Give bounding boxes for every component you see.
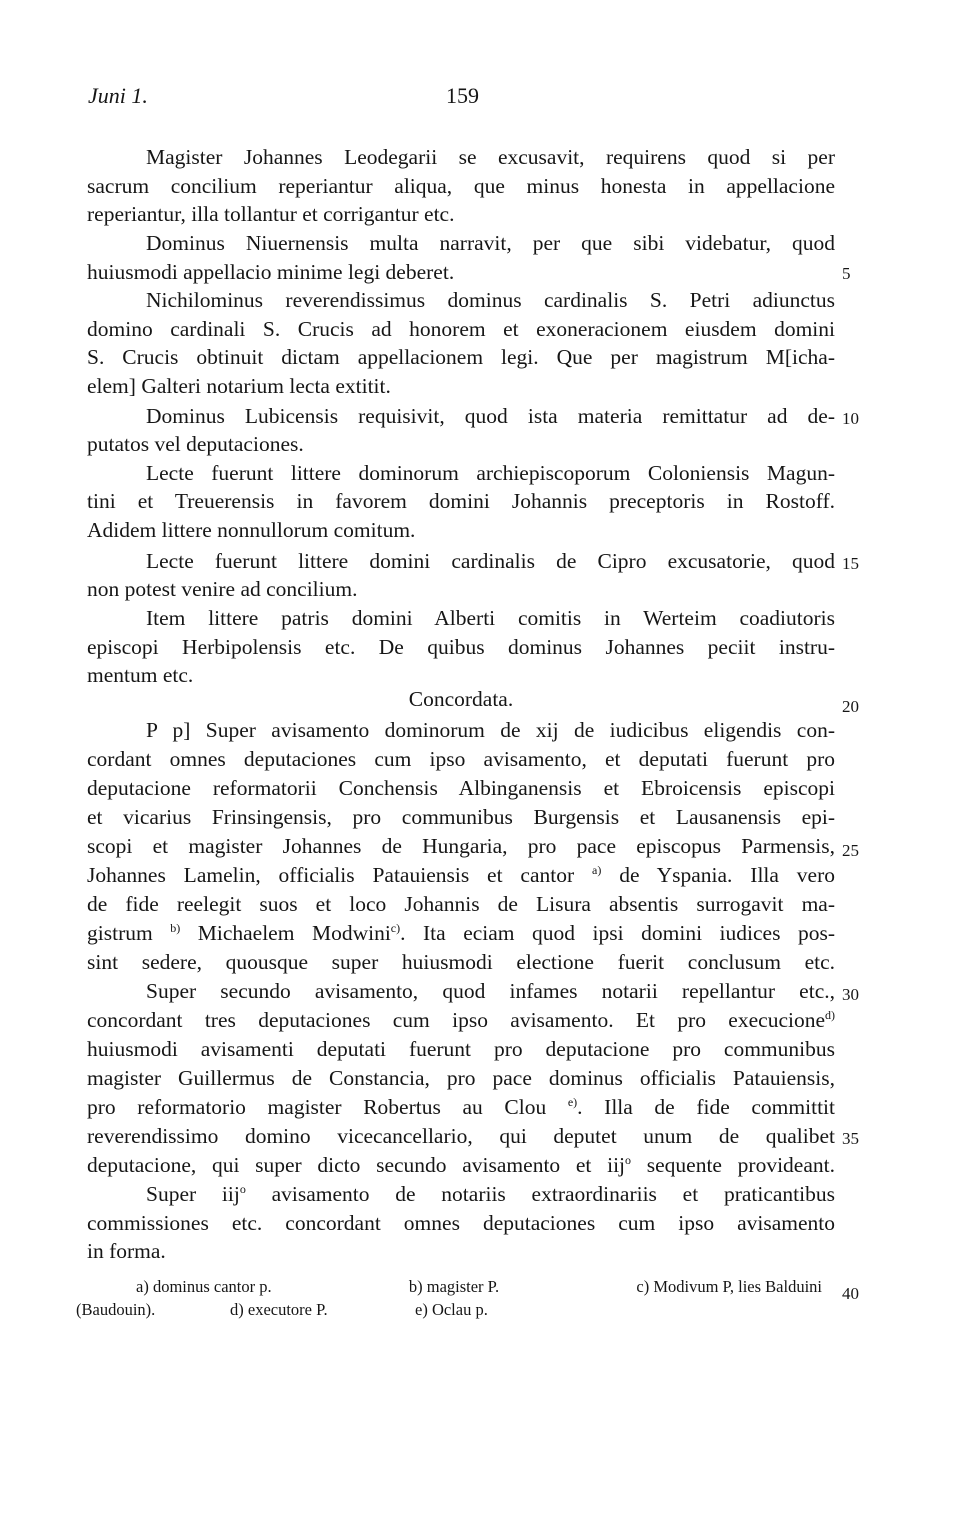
margin-line-number: 20 [842, 697, 859, 716]
text-line: concordant tres deputaciones cum ipso avisamento. Et pro execucione$^{d)}$ [87, 1007, 835, 1032]
margin-line-number: 35 [842, 1129, 859, 1148]
text-line: non potest venire ad concilium. [87, 577, 358, 601]
text-line: huiusmodi appellacio minime legi deberet. [87, 260, 455, 284]
footnote-ref: b) [170, 920, 181, 935]
text-line: deputacione, qui super dicto secundo avisamento et iij$^o$ sequente provideant. [87, 1152, 835, 1177]
text-line: sint sedere, quousque super huiusmodi electione fuerit conclusum etc. [87, 950, 835, 974]
margin-line-number: 30 [842, 985, 859, 1004]
text-line: domino cardinali S. Crucis ad honorem et exoneracionem eiusdem domini [87, 317, 835, 341]
footnote-ref: c) [390, 920, 401, 935]
running-head-date: Juni 1. [88, 83, 148, 108]
text-line: cordant omnes deputaciones cum ipso avisamento, et deputati fuerunt pro [87, 747, 835, 771]
footnote: a) dominus cantor p. [136, 1277, 272, 1296]
margin-line-number: 15 [842, 554, 859, 573]
text-line: in forma. [87, 1239, 166, 1263]
text-line: commissiones etc. concordant omnes deputaciones cum ipso avisamento [87, 1211, 835, 1235]
footnote: b) magister P. [408, 1277, 500, 1296]
text-line: Johannes Lamelin, officialis Patauiensis et cantor $^{a)}$ de Yspania. Illa vero [87, 862, 836, 887]
margin-line-number: 25 [842, 841, 859, 860]
text-line: reverendissimo domino vicecancellario, qui deputet unum de qualibet [87, 1124, 835, 1148]
text-line: Dominus Niuernensis multa narravit, per que sibi videbatur, quod [146, 231, 835, 255]
footnote-ref: e) [567, 1094, 578, 1109]
text-line: Item littere patris domini Alberti comitis in Werteim coadiutoris [146, 606, 835, 630]
text-line: Super secundo avisamento, quod infames notarii repellantur etc., [146, 979, 835, 1003]
text-line: deputacione reformatorii Conchensis Albinganensis et Ebroicensis episcopi [87, 776, 835, 800]
text-line: Nichilominus reverendissimus dominus cardinalis S. Petri adiunctus [146, 288, 835, 312]
text-line: Dominus Lubicensis requisivit, quod ista materia remittatur ad de- [146, 404, 835, 428]
section-heading: Concordata. [408, 687, 514, 711]
text-line: scopi et magister Johannes de Hungaria, pro pace episcopus Parmensis, [87, 834, 835, 858]
text-line: mentum etc. [87, 663, 194, 687]
text-line: Adidem littere nonnullorum comitum. [87, 518, 416, 542]
text-line: pro reformatorio magister Robertus au Clou $^{e)}$. Illa de fide committit [87, 1094, 835, 1119]
text-line: S. Crucis obtinuit dictam appellacionem legi. Que per magistrum M[icha- [87, 345, 835, 369]
footnote: d) executore P. [230, 1300, 328, 1319]
text-line: P p] Super avisamento dominorum de xij de iudicibus eligendis con- [146, 718, 835, 742]
footnote-ref: d) [825, 1007, 835, 1022]
footnote: c) Modivum P, lies Balduini [636, 1277, 822, 1296]
margin-line-number: 5 [842, 264, 851, 283]
text-line: sacrum concilium reperiantur aliqua, que minus honesta in appellacione [87, 174, 835, 198]
page-number: 159 [446, 83, 479, 108]
text-line: elem] Galteri notarium lecta extitit. [87, 374, 391, 398]
text-line: reperiantur, illa tollantur et corrigantur etc. [87, 202, 455, 226]
footnote: (Baudouin). [76, 1300, 156, 1319]
footnotes-row [136, 1276, 822, 1298]
text-line: episcopi Herbipolensis etc. De quibus dominus Johannes peciit instru- [87, 635, 835, 659]
margin-line-number: 10 [842, 409, 859, 428]
text-line: gistrum $^{b)}$ Michaelem Modwini$^{c)}$. Ita eciam quod ipsi domini iudices pos- [87, 920, 835, 945]
text-line: tini et Treuerensis in favorem domini Johannis preceptoris in Rostoff. [87, 489, 835, 513]
text-line: Magister Johannes Leodegarii se excusavit, requirens quod si per [146, 145, 835, 169]
text-line: Super iij$^o$ avisamento de notariis extraordinariis et praticantibus [146, 1181, 835, 1206]
text-line: et vicarius Frinsingensis, pro communibus Burgensis et Lausanensis epi- [87, 805, 835, 829]
margin-line-number: 40 [842, 1284, 859, 1303]
text-line: Lecte fuerunt littere domini cardinalis de Cipro excusatorie, quod [146, 549, 835, 573]
text-line: Lecte fuerunt littere dominorum archiepiscoporum Coloniensis Magun- [146, 461, 835, 485]
footnote: e) Oclau p. [415, 1300, 488, 1319]
text-line: putatos vel deputaciones. [87, 432, 304, 456]
text-line: magister Guillermus de Constancia, pro pace dominus officialis Patauiensis, [87, 1066, 835, 1090]
text-line: huiusmodi avisamenti deputati fuerunt pro deputacione pro communibus [87, 1037, 835, 1061]
text-line: de fide reelegit suos et loco Johannis de Lisura absentis surrogavit ma- [87, 892, 835, 916]
footnote-ref: a) [592, 862, 602, 877]
